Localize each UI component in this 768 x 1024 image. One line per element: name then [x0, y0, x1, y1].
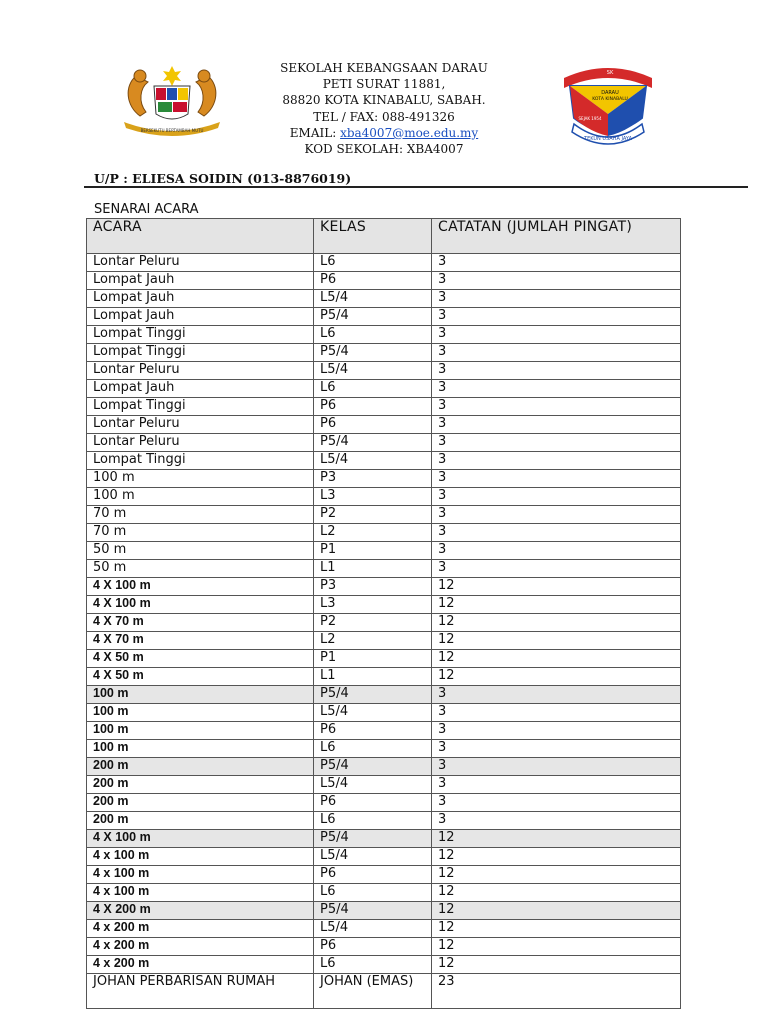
column-header-kelas: KELAS: [314, 219, 432, 254]
table-row: [87, 668, 681, 686]
cell-acara: Lontar Peluru: [87, 254, 314, 272]
column-header-catatan: CATATAN (JUMLAH PINGAT): [432, 219, 681, 254]
cell-kelas: L5/4: [314, 776, 432, 794]
table-row: [87, 524, 681, 542]
table-row: [87, 290, 681, 308]
table-row: [87, 722, 681, 740]
table-row: [87, 506, 681, 524]
cell-catatan: 12: [432, 884, 681, 902]
phone-fax: TEL / FAX: 088-491326: [313, 109, 455, 124]
cell-catatan: 12: [432, 848, 681, 866]
email-link[interactable]: xba4007@moe.edu.my: [340, 125, 479, 140]
cell-catatan: 3: [432, 524, 681, 542]
cell-catatan: 3: [432, 380, 681, 398]
cell-catatan: 12: [432, 578, 681, 596]
header-divider: [84, 186, 748, 188]
cell-catatan: 12: [432, 920, 681, 938]
cell-acara: 100 m: [87, 488, 314, 506]
cell-acara: Lompat Tinggi: [87, 326, 314, 344]
cell-kelas: P1: [314, 542, 432, 560]
cell-kelas: P2: [314, 614, 432, 632]
cell-acara: 200 m: [87, 794, 314, 812]
cell-acara: 4 X 70 m: [87, 614, 314, 632]
table-header-row: [87, 219, 681, 254]
cell-acara: 4 X 50 m: [87, 650, 314, 668]
cell-acara: 100 m: [87, 740, 314, 758]
table-body: [87, 254, 681, 1009]
cell-catatan: 3: [432, 470, 681, 488]
table-row: [87, 740, 681, 758]
cell-kelas: L6: [314, 254, 432, 272]
email-line: [260, 125, 508, 141]
cell-kelas: P6: [314, 938, 432, 956]
table-row: [87, 470, 681, 488]
cell-kelas: P5/4: [314, 344, 432, 362]
city-address: 88820 KOTA KINABALU, SABAH.: [282, 93, 486, 108]
cell-acara: 4 X 50 m: [87, 668, 314, 686]
cell-acara: Lontar Peluru: [87, 416, 314, 434]
cell-catatan: 12: [432, 830, 681, 848]
table-row: [87, 758, 681, 776]
cell-acara: Lompat Tinggi: [87, 398, 314, 416]
cell-acara: 100 m: [87, 470, 314, 488]
cell-kelas: L6: [314, 884, 432, 902]
cell-acara: 4 x 100 m: [87, 884, 314, 902]
cell-kelas: P5/4: [314, 830, 432, 848]
cell-catatan: 3: [432, 308, 681, 326]
cell-catatan: 3: [432, 326, 681, 344]
cell-kelas: P5/4: [314, 758, 432, 776]
cell-catatan: 12: [432, 938, 681, 956]
cell-acara: 70 m: [87, 524, 314, 542]
cell-catatan: 12: [432, 902, 681, 920]
cell-kelas: L5/4: [314, 362, 432, 380]
cell-acara: Lontar Peluru: [87, 434, 314, 452]
letterhead: [0, 0, 768, 170]
cell-acara: 200 m: [87, 812, 314, 830]
table-row: [87, 812, 681, 830]
cell-acara: 4 x 200 m: [87, 956, 314, 974]
cell-kelas: P5/4: [314, 902, 432, 920]
cell-catatan: 12: [432, 866, 681, 884]
cell-catatan: 3: [432, 812, 681, 830]
cell-catatan: 3: [432, 776, 681, 794]
table-row: [87, 902, 681, 920]
cell-kelas: L1: [314, 668, 432, 686]
cell-acara: 100 m: [87, 722, 314, 740]
table-row: [87, 938, 681, 956]
svg-text:DARAU: DARAU: [601, 90, 619, 96]
table-row: [87, 650, 681, 668]
cell-acara: 4 X 100 m: [87, 578, 314, 596]
svg-text:KOTA KINABALU: KOTA KINABALU: [592, 97, 628, 102]
cell-kelas: P5/4: [314, 686, 432, 704]
table-row: [87, 596, 681, 614]
cell-acara: 4 x 200 m: [87, 920, 314, 938]
cell-kelas: L6: [314, 326, 432, 344]
school-address-block: [260, 60, 508, 157]
table-row: [87, 578, 681, 596]
cell-catatan: 3: [432, 758, 681, 776]
cell-catatan: 3: [432, 416, 681, 434]
table-row: [87, 704, 681, 722]
cell-acara: 4 x 200 m: [87, 938, 314, 956]
cell-acara: 200 m: [87, 776, 314, 794]
cell-catatan: 3: [432, 722, 681, 740]
cell-acara: 4 X 100 m: [87, 830, 314, 848]
cell-catatan: 3: [432, 560, 681, 578]
cell-catatan: 3: [432, 740, 681, 758]
table-row: [87, 830, 681, 848]
cell-catatan: 3: [432, 542, 681, 560]
cell-acara: Lompat Jauh: [87, 290, 314, 308]
table-row: [87, 956, 681, 974]
table-row: [87, 380, 681, 398]
table-row: [87, 434, 681, 452]
cell-acara: 100 m: [87, 704, 314, 722]
cell-catatan: 3: [432, 290, 681, 308]
cell-catatan: 3: [432, 452, 681, 470]
cell-kelas: L2: [314, 632, 432, 650]
school-badge-icon: [560, 58, 656, 148]
table-row: [87, 344, 681, 362]
cell-kelas: L3: [314, 488, 432, 506]
table-row: [87, 686, 681, 704]
table-row: [87, 884, 681, 902]
cell-acara: Lompat Jauh: [87, 308, 314, 326]
cell-catatan: 3: [432, 272, 681, 290]
cell-catatan: 12: [432, 632, 681, 650]
cell-kelas: P1: [314, 650, 432, 668]
cell-acara: 4 X 200 m: [87, 902, 314, 920]
cell-kelas: L6: [314, 812, 432, 830]
table-row: [87, 866, 681, 884]
cell-acara: 4 x 100 m: [87, 866, 314, 884]
cell-catatan: 12: [432, 614, 681, 632]
cell-acara: Lompat Tinggi: [87, 344, 314, 362]
table-row: [87, 254, 681, 272]
cell-kelas: P6: [314, 794, 432, 812]
cell-kelas: L2: [314, 524, 432, 542]
svg-text:SK: SK: [606, 70, 614, 76]
cell-kelas: P5/4: [314, 434, 432, 452]
cell-kelas: L5/4: [314, 704, 432, 722]
cell-kelas: P5/4: [314, 308, 432, 326]
cell-catatan: 12: [432, 650, 681, 668]
cell-acara: 4 x 100 m: [87, 848, 314, 866]
cell-kelas: P6: [314, 866, 432, 884]
cell-catatan: 12: [432, 596, 681, 614]
cell-kelas: P3: [314, 470, 432, 488]
table-row: [87, 632, 681, 650]
cell-kelas: P6: [314, 398, 432, 416]
table-row: [87, 452, 681, 470]
table-row: [87, 362, 681, 380]
cell-catatan: 12: [432, 956, 681, 974]
cell-acara: Lompat Jauh: [87, 380, 314, 398]
cell-acara: 4 X 70 m: [87, 632, 314, 650]
cell-kelas: P6: [314, 416, 432, 434]
cell-acara: Lontar Peluru: [87, 362, 314, 380]
cell-catatan: 12: [432, 668, 681, 686]
contact-person: U/P : ELIESA SOIDIN (013-8876019): [94, 171, 352, 186]
email-label: EMAIL:: [289, 125, 341, 140]
table-row: [87, 488, 681, 506]
cell-catatan: 3: [432, 704, 681, 722]
table-row: [87, 326, 681, 344]
cell-acara: Lompat Tinggi: [87, 452, 314, 470]
cell-kelas: P3: [314, 578, 432, 596]
table-row: [87, 848, 681, 866]
cell-kelas: L5/4: [314, 848, 432, 866]
cell-acara: 50 m: [87, 542, 314, 560]
cell-acara: 50 m: [87, 560, 314, 578]
cell-kelas: L5/4: [314, 452, 432, 470]
table-row: [87, 398, 681, 416]
cell-kelas: L6: [314, 740, 432, 758]
list-title: SENARAI ACARA: [94, 202, 199, 217]
table-row: [87, 308, 681, 326]
table-row: [87, 794, 681, 812]
cell-kelas: JOHAN (EMAS): [314, 974, 432, 1009]
cell-catatan: 3: [432, 254, 681, 272]
table-row: [87, 560, 681, 578]
cell-catatan: 3: [432, 506, 681, 524]
svg-text:SEJAK 1954: SEJAK 1954: [578, 116, 602, 121]
cell-acara: JOHAN PERBARISAN RUMAH: [87, 974, 314, 1009]
cell-catatan: 3: [432, 434, 681, 452]
table-row: [87, 614, 681, 632]
cell-catatan: 3: [432, 398, 681, 416]
cell-catatan: 3: [432, 794, 681, 812]
cell-kelas: L6: [314, 380, 432, 398]
cell-catatan: 3: [432, 488, 681, 506]
table-row: [87, 272, 681, 290]
cell-kelas: P2: [314, 506, 432, 524]
cell-catatan: 3: [432, 686, 681, 704]
cell-acara: 100 m: [87, 686, 314, 704]
table-row: [87, 776, 681, 794]
school-name: SEKOLAH KEBANGSAAN DARAU: [280, 61, 488, 75]
cell-kelas: L3: [314, 596, 432, 614]
cell-acara: 70 m: [87, 506, 314, 524]
table-row: [87, 974, 681, 1009]
cell-kelas: L5/4: [314, 920, 432, 938]
cell-catatan: 3: [432, 344, 681, 362]
svg-text:TEKUN USAHA JAYA: TEKUN USAHA JAYA: [584, 136, 632, 142]
cell-kelas: P6: [314, 722, 432, 740]
cell-acara: 4 X 100 m: [87, 596, 314, 614]
national-crest-icon: [118, 62, 226, 136]
cell-kelas: L6: [314, 956, 432, 974]
column-header-acara: ACARA: [87, 219, 314, 254]
table-row: [87, 920, 681, 938]
school-code: KOD SEKOLAH: XBA4007: [304, 142, 464, 157]
table-row: [87, 542, 681, 560]
cell-catatan: 3: [432, 362, 681, 380]
cell-kelas: P6: [314, 272, 432, 290]
event-table: [86, 218, 681, 1009]
po-box: PETI SURAT 11881,: [322, 77, 446, 92]
cell-acara: 200 m: [87, 758, 314, 776]
svg-text:BERSEKUTU BERTAMBAH MUTU: BERSEKUTU BERTAMBAH MUTU: [140, 128, 204, 133]
cell-kelas: L5/4: [314, 290, 432, 308]
cell-kelas: L1: [314, 560, 432, 578]
table-row: [87, 416, 681, 434]
cell-catatan: 23: [432, 974, 681, 1009]
cell-acara: Lompat Jauh: [87, 272, 314, 290]
